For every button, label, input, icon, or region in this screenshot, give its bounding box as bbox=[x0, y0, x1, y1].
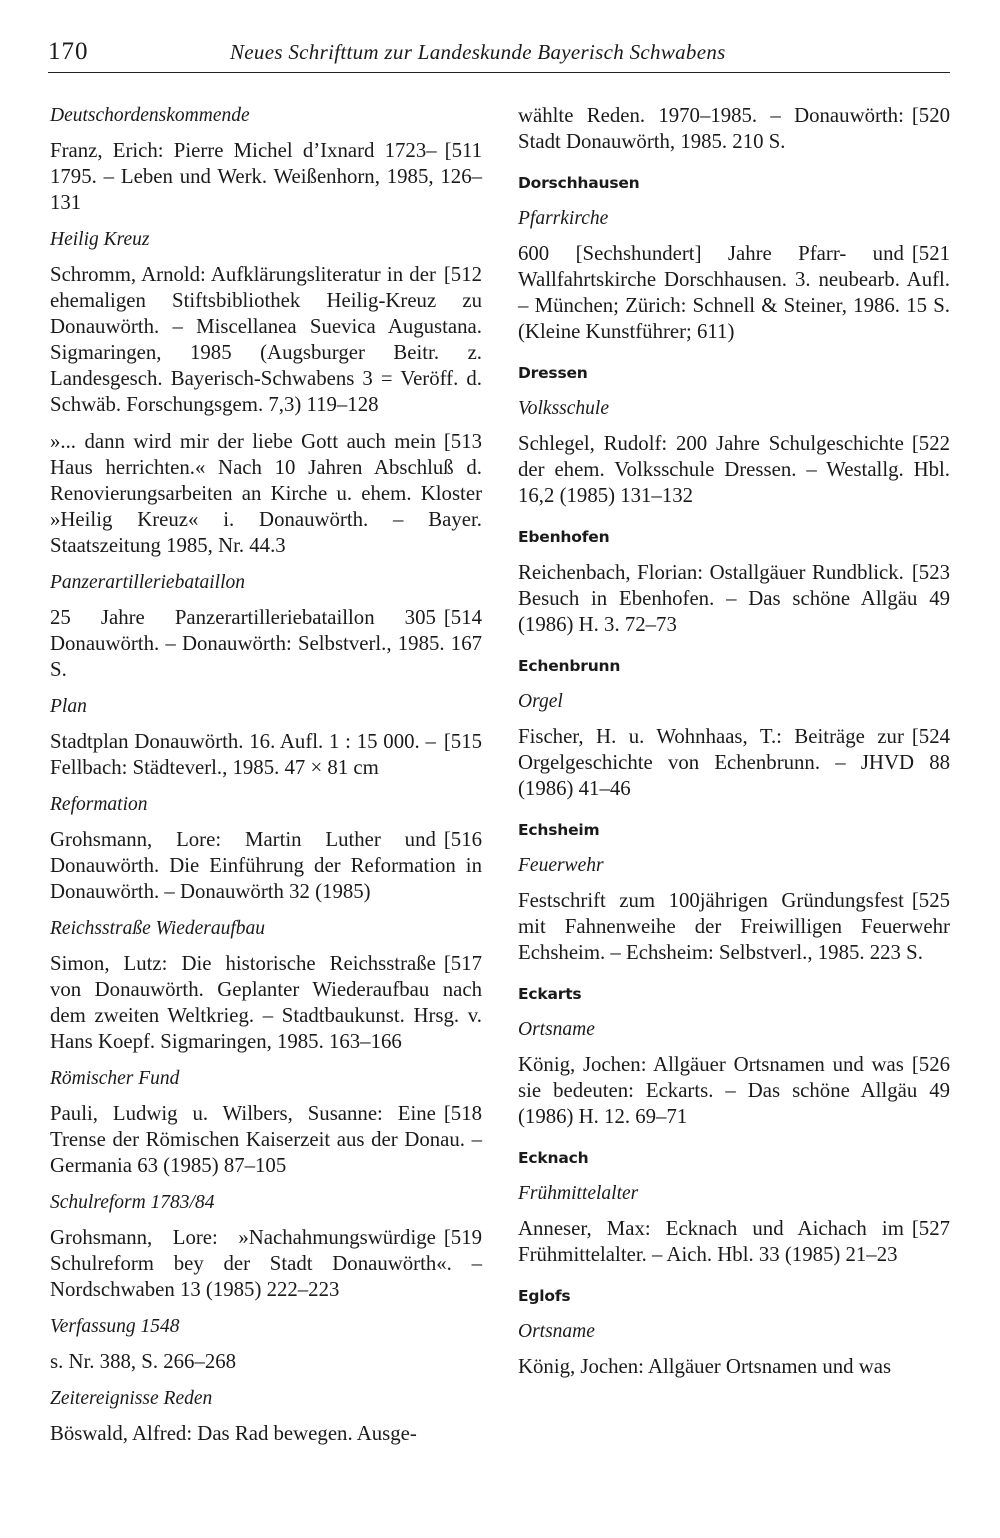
entry-text: Grohsmann, Lore: Martin Luther und Donauwörth. Die Einführung der Reformation in Donauwörth. – Donauwörth 32 (1985) bbox=[50, 828, 482, 903]
bibliography-entry bbox=[518, 103, 950, 155]
entry-text: Grohsmann, Lore: »Nachahmungswürdige Schulreform bey der Stadt Donauwörth«. – Nordschwaben 13 (1985) 222–223 bbox=[50, 1226, 482, 1301]
section-label: Frühmittelalter bbox=[518, 1183, 639, 1204]
entry-text: Reichenbach, Florian: Ostallgäuer Rundblick. Besuch in Ebenhofen. – Das schöne Allgäu 49 (1986) H. 3. 72–73 bbox=[518, 561, 950, 636]
entry-text: Festschrift zum 100jährigen Gründungsfest mit Fahnenweihe der Freiwilligen Feuerwehr Echsheim. – Echsheim: Selbstverl., 1985. 223 S. bbox=[518, 889, 950, 964]
entry-number: [519 bbox=[443, 1226, 482, 1249]
section-label: Schulreform 1783/84 bbox=[50, 1192, 215, 1213]
bibliography-entry bbox=[518, 724, 950, 802]
bibliography-entry bbox=[518, 1216, 950, 1268]
running-head: Neues Schrifttum zur Landeskunde Bayerisch Schwabens bbox=[230, 40, 726, 64]
entry-number: [511 bbox=[444, 139, 482, 162]
bibliography-entry bbox=[50, 1349, 482, 1375]
place-heading: Dorschhausen bbox=[518, 174, 640, 192]
section-label: Pfarrkirche bbox=[518, 208, 609, 229]
entry-number: [522 bbox=[911, 432, 950, 455]
bibliography-entry bbox=[50, 951, 482, 1055]
entry-text: s. Nr. 388, S. 266–268 bbox=[50, 1350, 237, 1373]
place-heading: Eckarts bbox=[518, 985, 582, 1003]
section-label: Volksschule bbox=[518, 398, 609, 419]
section-label: Römischer Fund bbox=[50, 1068, 180, 1089]
place-heading: Dressen bbox=[518, 364, 588, 382]
bibliography-entry bbox=[518, 431, 950, 509]
entry-text: Schromm, Arnold: Aufklärungsliteratur in der ehemaligen Stiftsbibliothek Heilig-Kreuz zu Donauwörth. – Miscellanea Suevica Augustana. Sigmaringen, 1985 (Augsburger Beitr. z. Landesgesch. Bayerisch-Schwabens 3 = Veröff. d. Schwäb. Forschungsgem. 7,3) 119–128 bbox=[50, 263, 482, 416]
section-label: Feuerwehr bbox=[518, 855, 604, 876]
entry-text: »... dann wird mir der liebe Gott auch mein Haus herrichten.« Nach 10 Jahren Abschluß d. Renovierungsarbeiten an Kirche u. ehem. Kloster »Heilig Kreuz« i. Donauwörth. – Bayer. Staatszeitung 1985, Nr. 44.3 bbox=[50, 430, 482, 557]
entry-number: [518 bbox=[443, 1102, 482, 1125]
place-heading: Eglofs bbox=[518, 1287, 571, 1305]
section-label: Orgel bbox=[518, 691, 563, 712]
bibliography-entry bbox=[518, 1354, 950, 1380]
entry-text: Stadtplan Donauwörth. 16. Aufl. 1 : 15 000. – Fellbach: Städteverl., 1985. 47 × 81 cm bbox=[50, 730, 436, 779]
page-number: 170 bbox=[48, 38, 89, 65]
entry-number: [517 bbox=[443, 952, 482, 975]
entry-number: [516 bbox=[443, 828, 482, 851]
place-heading: Ecknach bbox=[518, 1149, 589, 1167]
entry-text: Böswald, Alfred: Das Rad bewegen. Ausge- bbox=[50, 1422, 417, 1445]
bibliography-entry bbox=[518, 560, 950, 638]
section-label: Panzerartilleriebataillon bbox=[50, 572, 245, 593]
entry-text: König, Jochen: Allgäuer Ortsnamen und was sie bedeuten: Eckarts. – Das schöne Allgäu 49 (1986) H. 12. 69–71 bbox=[518, 1053, 950, 1128]
bibliography-entry bbox=[50, 827, 482, 905]
place-heading: Echsheim bbox=[518, 821, 600, 839]
entry-text: 600 [Sechshundert] Jahre Pfarr- und Wallfahrtskirche Dorschhausen. 3. neubearb. Aufl. – München; Zürich: Schnell & Steiner, 1986. 15 S. (Kleine Kunstführer; 611) bbox=[518, 242, 950, 343]
bibliography-entry bbox=[518, 241, 950, 345]
entry-number: [514 bbox=[443, 606, 482, 629]
entry-number: [521 bbox=[911, 242, 950, 265]
entry-number: [525 bbox=[911, 889, 950, 912]
bibliography-entry bbox=[50, 138, 482, 216]
entry-text: 25 Jahre Panzerartilleriebataillon 305 Donauwörth. – Donauwörth: Selbstverl., 1985. 167 S. bbox=[50, 606, 482, 681]
bibliography-entry bbox=[50, 1421, 482, 1447]
bibliography-entry bbox=[50, 262, 482, 418]
section-label: Ortsname bbox=[518, 1019, 595, 1040]
entry-text: Schlegel, Rudolf: 200 Jahre Schulgeschichte der ehem. Volksschule Dressen. – Westallg. Hbl. 16,2 (1985) 131–132 bbox=[518, 432, 950, 507]
bibliography-entry bbox=[50, 429, 482, 559]
entry-text: König, Jochen: Allgäuer Ortsnamen und was bbox=[518, 1355, 892, 1378]
section-label: Verfassung 1548 bbox=[50, 1316, 180, 1337]
section-label: Reichsstraße Wiederaufbau bbox=[50, 918, 266, 939]
entry-text: Fischer, H. u. Wohnhaas, T.: Beiträge zur Orgelgeschichte von Echenbrunn. – JHVD 88 (1986) 41–46 bbox=[518, 725, 950, 800]
section-label: Heilig Kreuz bbox=[50, 229, 150, 250]
section-label: Ortsname bbox=[518, 1321, 595, 1342]
entry-number: [523 bbox=[911, 561, 950, 584]
entry-text: Pauli, Ludwig u. Wilbers, Susanne: Eine Trense der Römischen Kaiserzeit aus der Donau. – Germania 63 (1985) 87–105 bbox=[50, 1102, 482, 1177]
entry-number: [515 bbox=[443, 730, 482, 753]
entry-number: [527 bbox=[911, 1217, 950, 1240]
entry-number: [520 bbox=[911, 104, 950, 127]
section-label: Deutschordenskommende bbox=[50, 105, 250, 126]
bibliography-entry bbox=[50, 1225, 482, 1303]
bibliography-entry bbox=[50, 729, 482, 781]
place-heading: Echenbrunn bbox=[518, 657, 621, 675]
bibliography-entry bbox=[50, 605, 482, 683]
entry-text: wählte Reden. 1970–1985. – Donauwörth: Stadt Donauwörth, 1985. 210 S. bbox=[518, 104, 904, 153]
bibliography-entry bbox=[518, 1052, 950, 1130]
bibliography-entry bbox=[518, 888, 950, 966]
entry-number: [513 bbox=[443, 430, 482, 453]
bibliography-entry bbox=[50, 1101, 482, 1179]
entry-text: Anneser, Max: Ecknach und Aichach im Frühmittelalter. – Aich. Hbl. 33 (1985) 21–23 bbox=[518, 1217, 904, 1266]
entry-text: Simon, Lutz: Die historische Reichsstraße von Donauwörth. Geplanter Wiederaufbau nach dem zweiten Weltkrieg. – Stadtbaukunst. Hrsg. v. Hans Koepf. Sigmaringen, 1985. 163–166 bbox=[50, 952, 482, 1053]
section-label: Reformation bbox=[50, 794, 148, 815]
section-label: Zeitereignisse Reden bbox=[50, 1388, 213, 1409]
entry-number: [512 bbox=[443, 263, 482, 286]
place-heading: Ebenhofen bbox=[518, 528, 610, 546]
entry-number: [524 bbox=[911, 725, 950, 748]
entry-number: [526 bbox=[911, 1053, 950, 1076]
section-label: Plan bbox=[50, 696, 87, 717]
page-header bbox=[48, 38, 950, 73]
left-column bbox=[50, 103, 482, 1458]
entry-text: Franz, Erich: Pierre Michel d’Ixnard 1723–1795. – Leben und Werk. Weißenhorn, 1985, 126–131 bbox=[50, 139, 482, 214]
right-column bbox=[518, 103, 950, 1391]
